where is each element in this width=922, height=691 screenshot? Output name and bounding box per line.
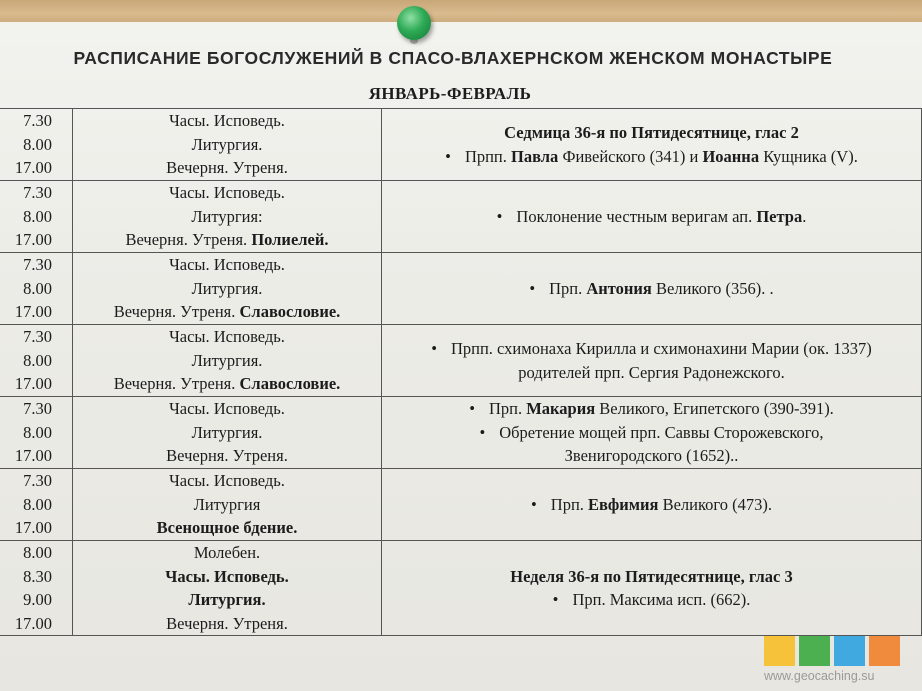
text-part: . — [802, 206, 807, 226]
commemoration-line — [382, 277, 921, 301]
bold-text: Неделя 36-я по Пятидесятнице, глас 3 — [510, 566, 793, 586]
week-heading — [382, 565, 921, 589]
schedule-row — [0, 469, 922, 541]
service-line — [73, 469, 381, 493]
service-time: 17.00 — [14, 158, 52, 178]
bold-text: Антония — [586, 278, 652, 298]
text-part: Великого (356). . — [651, 278, 774, 298]
text-part: Часы. Исповедь. — [169, 471, 285, 491]
service-line — [73, 588, 381, 612]
service-line — [73, 349, 381, 373]
schedule-row — [0, 181, 922, 253]
service-time: 17.00 — [14, 302, 52, 322]
schedule-table — [0, 108, 922, 636]
service-line — [73, 444, 381, 468]
service-time: 8.00 — [23, 206, 52, 226]
bold-text: Полиелей. — [251, 230, 329, 250]
bullet-icon: • — [531, 494, 537, 514]
service-time: 17.00 — [14, 613, 52, 633]
schedule-row — [0, 253, 922, 325]
text-part: Прп. — [549, 278, 587, 298]
logo-tile-green — [799, 636, 830, 666]
text-part: Часы. Исповедь. — [169, 183, 285, 203]
services-cell — [73, 181, 382, 253]
period-heading: ЯНВАРЬ-ФЕВРАЛЬ — [368, 84, 532, 103]
service-time: 8.00 — [23, 422, 52, 442]
text-part: Литургия. — [191, 422, 263, 442]
text-part: Вечерня. Утреня. — [113, 302, 240, 322]
bold-text: Седмица 36-я по Пятидесятнице, глас 2 — [504, 123, 799, 142]
service-time: 17.00 — [14, 518, 52, 538]
commemoration-cell — [382, 109, 922, 181]
text-part: Часы. Исповедь. — [169, 111, 285, 131]
service-time: 7.30 — [23, 255, 52, 275]
text-part: Прп. Максима исп. (662). — [572, 590, 751, 609]
page-title: РАСПИСАНИЕ БОГОСЛУЖЕНИЙ В СПАСО-ВЛАХЕРНСКОМ ЖЕНСКОМ МОНАСТЫРЕ — [73, 48, 833, 68]
service-time: 17.00 — [14, 374, 52, 394]
text-part: Часы. Исповедь. — [169, 327, 285, 347]
service-time: 8.00 — [23, 134, 52, 154]
schedule-row — [0, 109, 922, 181]
service-line — [73, 541, 381, 565]
text-part: Вечерня. Утреня. — [166, 613, 288, 633]
bullet-icon: • — [445, 146, 451, 166]
commemoration-cell — [382, 541, 922, 636]
time-cell — [0, 253, 73, 325]
bullet-icon: • — [469, 399, 475, 419]
service-line — [73, 300, 381, 324]
services-cell — [73, 325, 382, 397]
commemoration-line — [382, 337, 921, 361]
service-line — [73, 516, 381, 540]
bold-text: Евфимия — [588, 494, 659, 514]
logo-tile-orange — [869, 636, 900, 666]
text-part: Кущника (V). — [759, 146, 858, 166]
commemoration-line — [382, 397, 921, 421]
commemoration-line — [382, 588, 921, 612]
service-time: 8.00 — [23, 350, 52, 370]
text-part: Литургия. — [191, 134, 263, 154]
text-part: Молебен. — [193, 543, 261, 562]
bold-text: Часы. Исповедь. — [165, 566, 289, 586]
schedule-row — [0, 541, 922, 636]
service-line — [73, 133, 381, 157]
services-cell — [73, 469, 382, 541]
service-line — [73, 565, 381, 589]
time-cell — [0, 109, 73, 181]
push-pin-icon — [397, 6, 431, 40]
text-part: родителей прп. Сергия Радонежского. — [518, 362, 785, 382]
geocaching-logo — [764, 636, 900, 666]
text-part: Звенигородского (1652).. — [564, 446, 739, 466]
service-line — [73, 228, 381, 252]
service-line — [73, 205, 381, 229]
service-line — [73, 109, 381, 133]
service-line — [73, 253, 381, 277]
services-cell — [73, 109, 382, 181]
text-part: Литургия. — [191, 278, 263, 298]
text-part: Вечерня. Утреня. — [113, 374, 240, 394]
commemoration-line — [382, 205, 921, 229]
text-part: Литургия: — [191, 206, 263, 226]
text-part: Великого (473). — [658, 494, 772, 514]
service-line — [73, 181, 381, 205]
service-line — [73, 325, 381, 349]
text-part: Поклонение честным веригам ап. — [516, 206, 757, 226]
bold-text: Петра — [756, 206, 803, 226]
commemoration-cell — [382, 469, 922, 541]
time-cell — [0, 397, 73, 469]
time-cell — [0, 541, 73, 636]
text-part: Обретение мощей прп. Саввы Сторожевского, — [499, 422, 824, 442]
service-time: 7.30 — [23, 183, 52, 203]
service-line — [73, 421, 381, 445]
text-part: Прп. — [488, 399, 527, 419]
text-part: Вечерня. Утреня. — [166, 446, 288, 466]
service-time: 8.00 — [23, 543, 52, 562]
service-time: 17.00 — [14, 446, 52, 466]
text-part: Часы. Исповедь. — [169, 399, 285, 419]
service-line — [73, 493, 381, 517]
service-time: 8.30 — [23, 566, 52, 586]
watermark-site: www.geocaching.su — [764, 669, 875, 683]
text-part: Прп. — [550, 494, 589, 514]
time-cell — [0, 325, 73, 397]
service-time: 17.00 — [14, 230, 52, 250]
text-part: Вечерня. Утреня. — [125, 230, 252, 250]
bold-text: Павла — [511, 146, 559, 166]
service-time: 9.00 — [23, 590, 52, 609]
service-time: 8.00 — [23, 494, 52, 514]
service-line — [73, 612, 381, 636]
logo-tile-blue — [834, 636, 865, 666]
week-heading — [382, 121, 921, 145]
commemoration-line — [382, 444, 921, 468]
service-time: 7.30 — [23, 399, 52, 419]
service-line — [73, 397, 381, 421]
services-cell — [73, 541, 382, 636]
bold-text: Литургия. — [188, 590, 266, 609]
bold-text: Макария — [526, 399, 596, 419]
text-part: Вечерня. Утреня. — [166, 158, 288, 178]
schedule-row — [0, 397, 922, 469]
text-part: Великого, Египетского (390-391). — [595, 399, 834, 419]
service-line — [73, 156, 381, 180]
commemoration-line — [382, 361, 921, 385]
text-part: Литургия — [193, 494, 261, 514]
service-time: 7.30 — [23, 111, 52, 131]
text-part: Фивейского (341) и — [558, 146, 703, 166]
text-part: Прпп. схимонаха Кирилла и схимонахини Марии (ок. 1337) — [450, 339, 872, 358]
logo-tile-yellow — [764, 636, 795, 666]
bold-text: Славословие. — [239, 302, 341, 322]
commemoration-cell — [382, 181, 922, 253]
service-line — [73, 277, 381, 301]
bold-text: Всенощное бдение. — [156, 518, 298, 538]
schedule-row — [0, 325, 922, 397]
bullet-icon: • — [552, 590, 559, 609]
services-cell — [73, 253, 382, 325]
bold-text: Иоанна — [702, 146, 760, 166]
commemoration-line — [382, 493, 921, 517]
service-time: 8.00 — [23, 278, 52, 298]
text-part: Часы. Исповедь. — [169, 255, 285, 275]
bullet-icon: • — [496, 206, 503, 226]
bold-text: Славословие. — [239, 374, 341, 394]
commemoration-cell — [382, 253, 922, 325]
commemoration-cell — [382, 325, 922, 397]
bullet-icon: • — [479, 422, 486, 442]
services-cell — [73, 397, 382, 469]
commemoration-line — [382, 421, 921, 445]
text-part: Прпп. — [464, 146, 512, 166]
bullet-icon: • — [529, 278, 536, 298]
service-time: 7.30 — [23, 327, 52, 347]
time-cell — [0, 469, 73, 541]
commemoration-line — [382, 145, 921, 169]
time-cell — [0, 181, 73, 253]
bullet-icon: • — [431, 339, 437, 358]
commemoration-cell — [382, 397, 922, 469]
service-time: 7.30 — [23, 471, 52, 491]
service-line — [73, 372, 381, 396]
text-part: Литургия. — [191, 350, 263, 370]
schedule-body — [0, 109, 922, 636]
